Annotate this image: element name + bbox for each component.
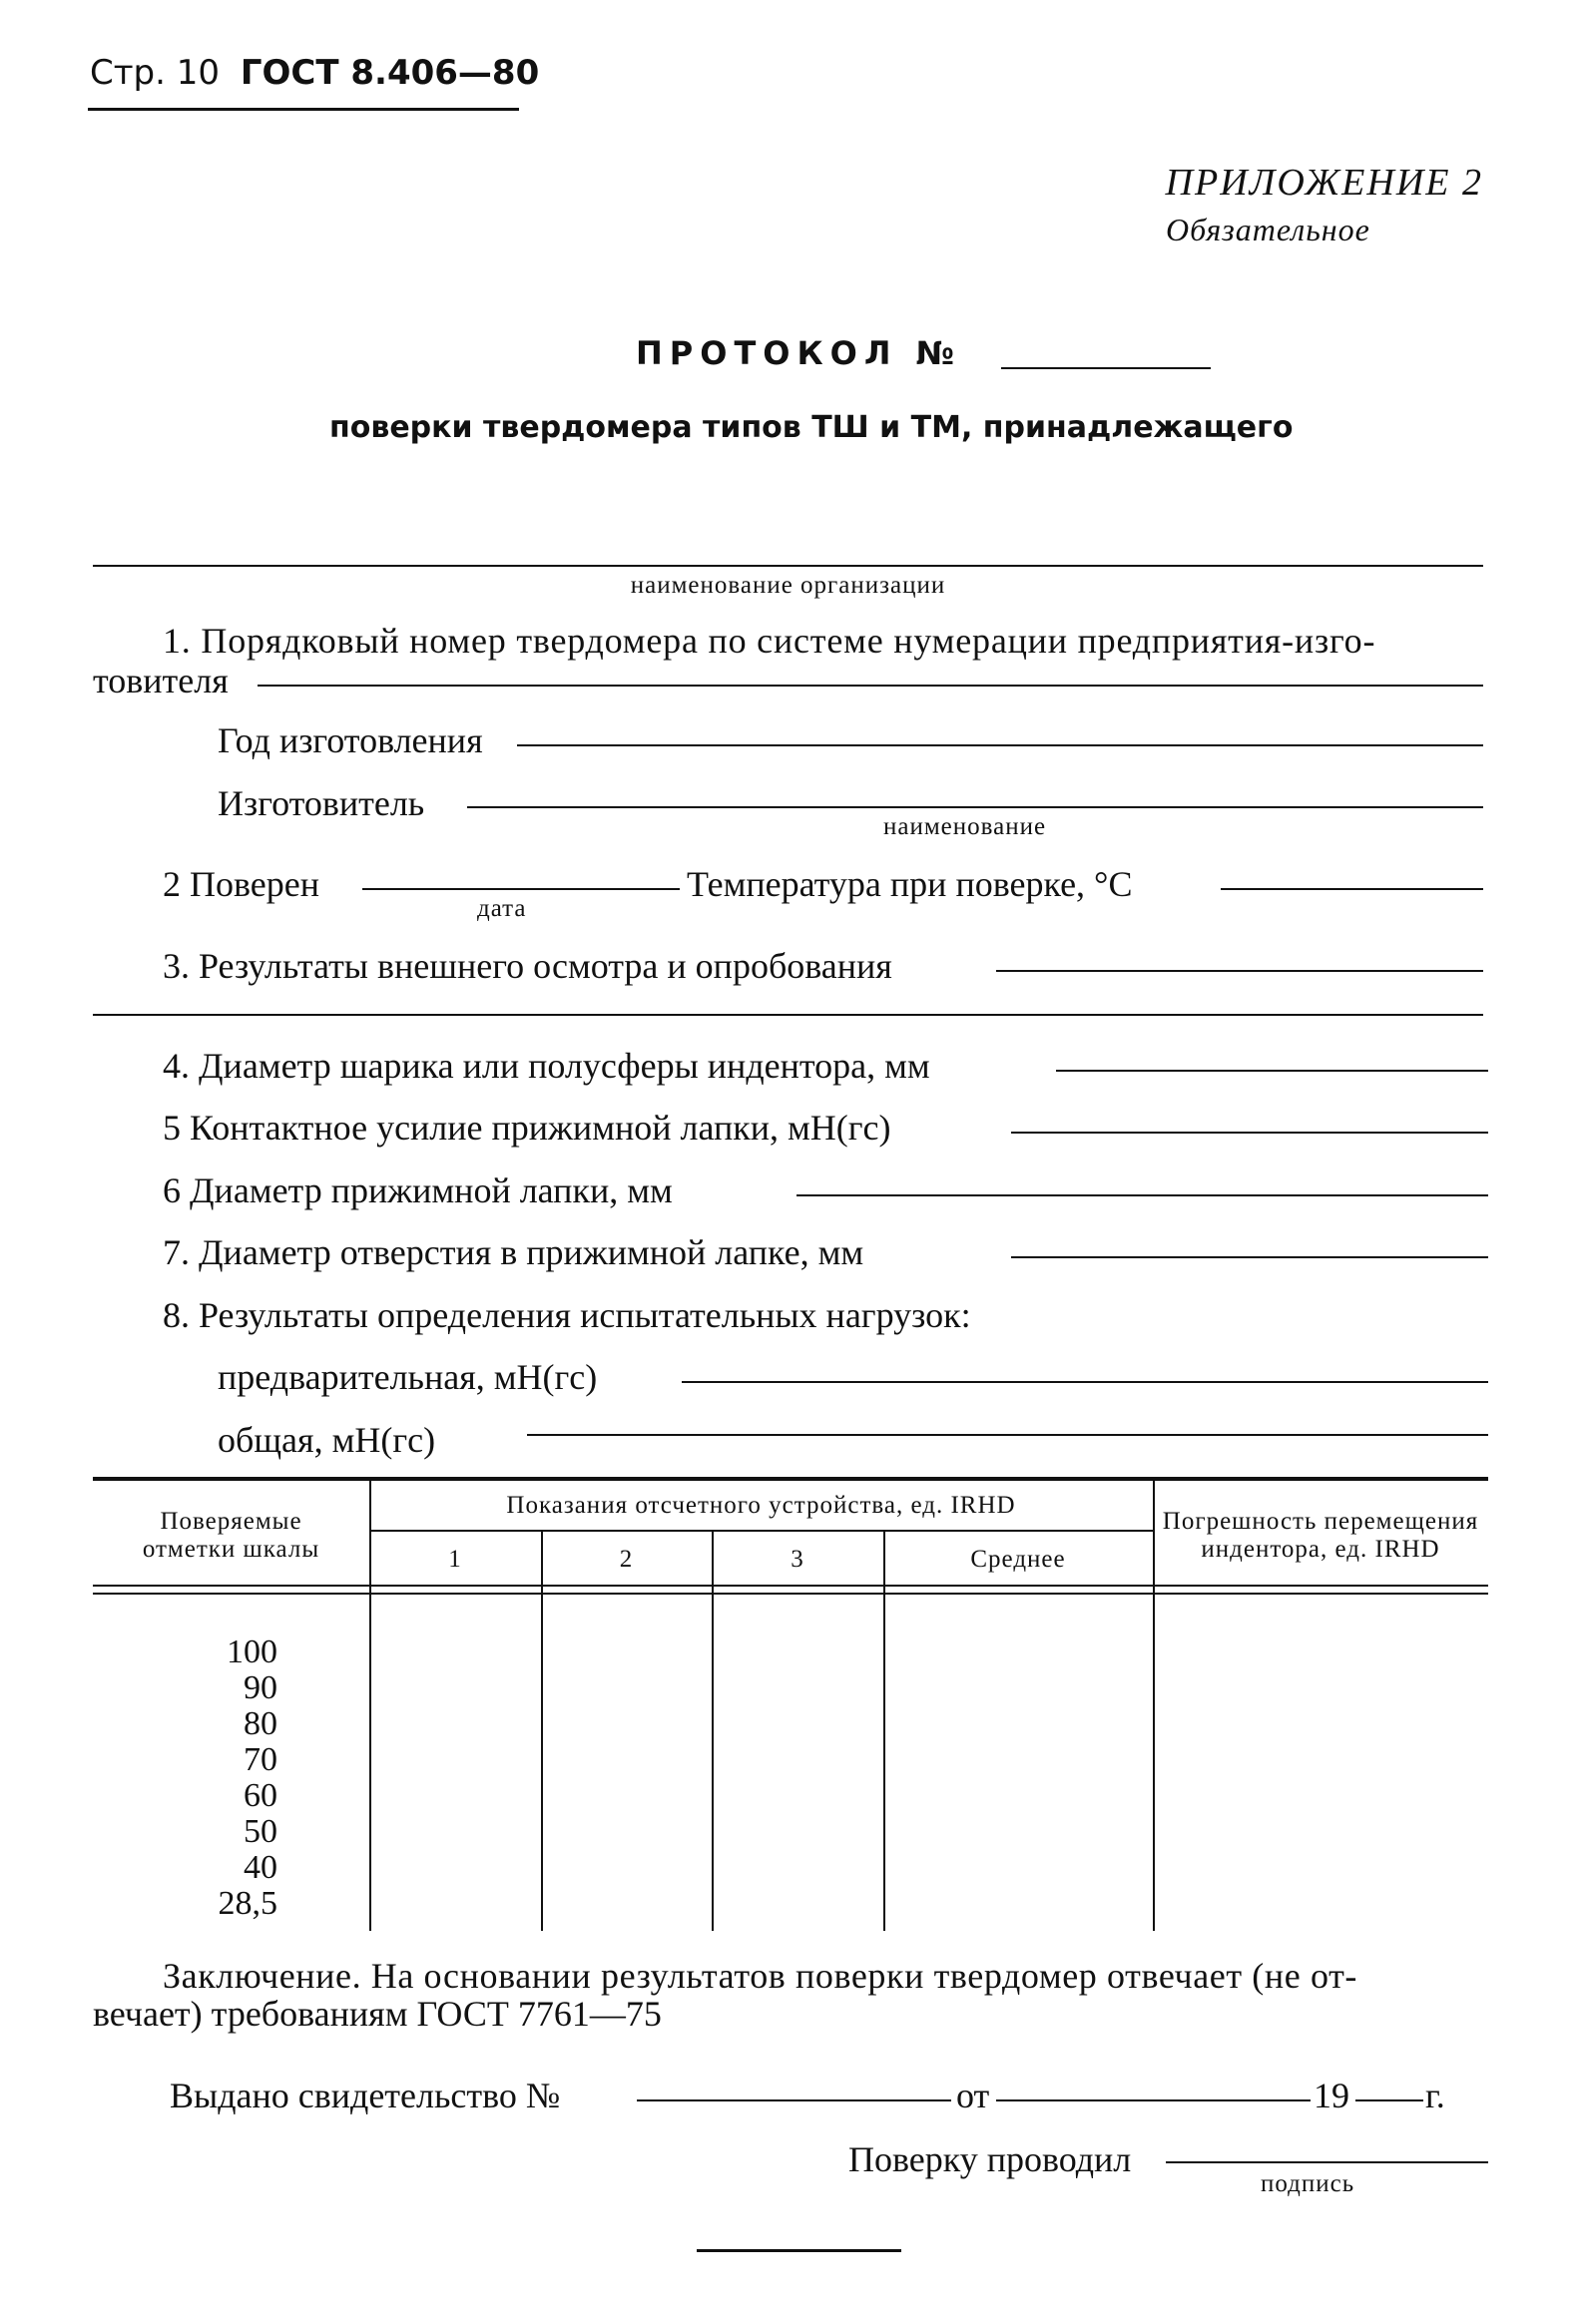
- protocol-title: ПРОТОКОЛ №: [636, 334, 962, 372]
- item2-label: 2 Поверен: [163, 864, 320, 904]
- scale-mark: 100: [227, 1633, 277, 1670]
- certificate-from: от: [956, 2076, 990, 2115]
- item4-field: [1056, 1070, 1488, 1072]
- scale-mark: 60: [244, 1777, 277, 1814]
- maker-label: Изготовитель: [218, 783, 425, 823]
- item7-field: [1011, 1256, 1488, 1258]
- organization-caption: наименование организации: [630, 572, 946, 599]
- temperature-label: Температура при поверке, °С: [687, 864, 1133, 904]
- verified-date-caption: дата: [477, 895, 527, 922]
- maker-caption: наименование: [883, 813, 1047, 840]
- inspection-field: [996, 970, 1483, 972]
- scale-mark: 90: [244, 1669, 277, 1706]
- scale-marks-column: [93, 1634, 277, 1922]
- verification-table: [93, 1477, 1488, 1931]
- signature-caption: подпись: [1261, 2170, 1355, 2197]
- year-label: Год изготовления: [218, 720, 483, 760]
- conclusion-line2: вечает) требованиям ГОСТ 7761—75: [93, 1994, 662, 2034]
- year-field: [517, 744, 1483, 746]
- sub-header-average: Среднее: [970, 1546, 1066, 1573]
- bottom-separator: [697, 2249, 901, 2252]
- col-header-marks-line1: Поверяемые: [160, 1508, 302, 1535]
- scale-mark: 40: [244, 1849, 277, 1886]
- certificate-year-field: [1355, 2099, 1423, 2101]
- page-label: Стр. 10: [90, 53, 221, 93]
- certificate-number-field: [637, 2099, 951, 2101]
- inspection-field-continued: [93, 1014, 1483, 1016]
- serial-number-field: [258, 685, 1483, 687]
- signature-field: [1166, 2161, 1488, 2163]
- appendix-status: Обязательное: [1166, 212, 1370, 247]
- sub-header-1: 1: [448, 1546, 462, 1573]
- col-header-error-line2: индентора, ед. IRHD: [1201, 1536, 1440, 1563]
- maker-field: [467, 806, 1483, 808]
- certificate-year-prefix: 19: [1314, 2076, 1349, 2115]
- item1-text-line2: товителя: [93, 661, 229, 700]
- certificate-year-suffix: г.: [1425, 2076, 1445, 2115]
- organization-field: [93, 565, 1483, 567]
- certificate-label: Выдано свидетельство №: [170, 2076, 561, 2115]
- protocol-number-field: [1001, 367, 1211, 369]
- signature-label: Поверку проводил: [848, 2139, 1132, 2179]
- protocol-subtitle: поверки твердомера типов ТШ и ТМ, принадлежащего: [329, 410, 1294, 445]
- sub-header-3: 3: [791, 1546, 804, 1573]
- item4-label: 4. Диаметр шарика или полусферы индентора, мм: [163, 1046, 930, 1086]
- col-header-marks-line2: отметки шкалы: [142, 1536, 320, 1563]
- verified-date-field: [362, 888, 680, 890]
- total-load-field: [527, 1434, 1488, 1436]
- scale-mark: 80: [244, 1705, 277, 1742]
- page-header: [90, 53, 540, 93]
- item3-label: 3. Результаты внешнего осмотра и опробования: [163, 946, 892, 986]
- scale-mark: 50: [244, 1813, 277, 1850]
- preliminary-load-field: [682, 1381, 1488, 1383]
- temperature-field: [1221, 888, 1483, 890]
- item1-text-line1: 1. Порядковый номер твердомера по системе нумерации предприятия-изго-: [163, 621, 1376, 661]
- total-load-label: общая, мН(гс): [218, 1420, 436, 1460]
- item5-label: 5 Контактное усилие прижимной лапки, мН(гс): [163, 1108, 891, 1148]
- item6-field: [796, 1194, 1488, 1196]
- col-header-error-line1: Погрешность перемещения: [1162, 1508, 1479, 1535]
- scale-mark: 70: [244, 1741, 277, 1778]
- certificate-date-field: [996, 2099, 1311, 2101]
- standard-number: ГОСТ 8.406—80: [240, 53, 540, 93]
- item5-field: [1011, 1132, 1488, 1134]
- appendix-title: ПРИЛОЖЕНИЕ 2: [1165, 162, 1483, 204]
- scale-mark: 28,5: [218, 1885, 277, 1922]
- header-rule: [88, 108, 519, 111]
- preliminary-load-label: предварительная, мН(гс): [218, 1357, 598, 1397]
- item8-label: 8. Результаты определения испытательных нагрузок:: [163, 1295, 971, 1335]
- conclusion-line1: Заключение. На основании результатов поверки твердомер отвечает (не от-: [163, 1956, 1357, 1996]
- item7-label: 7. Диаметр отверстия в прижимной лапке, мм: [163, 1232, 864, 1272]
- item6-label: 6 Диаметр прижимной лапки, мм: [163, 1170, 673, 1210]
- sub-header-2: 2: [619, 1546, 634, 1573]
- group-header-readings: Показания отсчетного устройства, ед. IRHD: [506, 1492, 1016, 1519]
